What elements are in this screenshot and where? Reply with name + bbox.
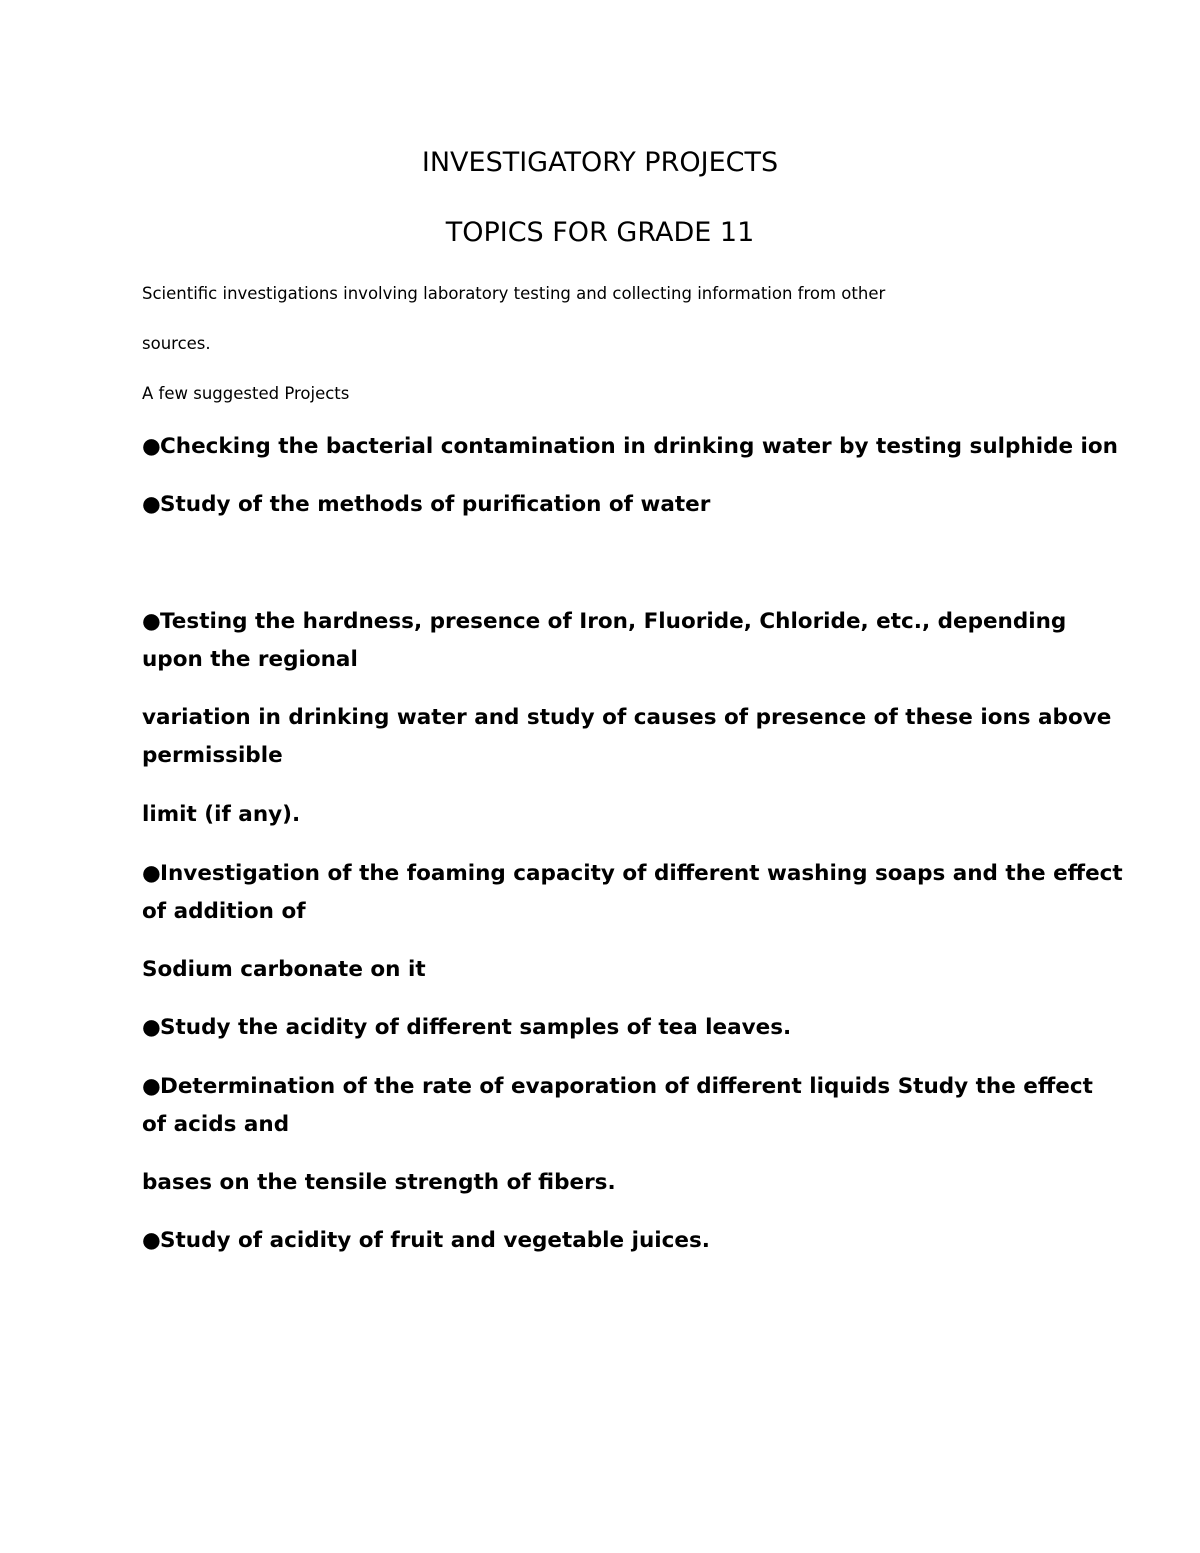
project-item-3-continuation-2: limit (if any). [142,802,301,827]
bullet-icon: ● [142,434,161,459]
project-item-2 [142,486,1072,524]
project-item-text: Study of the methods of purification of water [160,492,711,517]
project-item-3-continuation [142,699,1112,775]
continuation-text: variation in drinking water and study of causes of presence of these ions above [142,705,1112,730]
project-item-text: Study of acidity of fruit and vegetable juices. [160,1228,710,1253]
bullet-icon: ● [142,1228,161,1253]
bullet-icon: ● [142,1074,161,1099]
project-item-5 [142,1009,1072,1047]
project-item-text-wrap: of acids and [142,1112,290,1137]
project-item-6-continuation: bases on the tensile strength of fibers. [142,1170,616,1195]
project-item-4 [142,855,1123,931]
project-item-text-wrap: upon the regional [142,647,358,672]
project-item-text: Checking the bacterial contamination in drinking water by testing sulphide ion [160,434,1118,459]
suggested-projects-heading: A few suggested Projects [142,384,350,403]
continuation-text-wrap: permissible [142,743,283,768]
project-item-7 [142,1222,1072,1260]
intro-text-line-1: Scientific investigations involving laboratory testing and collecting information from other [142,284,886,303]
project-item-6 [142,1068,1093,1144]
project-item-text: Study the acidity of different samples of tea leaves. [160,1015,792,1040]
bullet-icon: ● [142,609,161,634]
document-subtitle: TOPICS FOR GRADE 11 [445,217,755,248]
project-item-4-continuation: Sodium carbonate on it [142,957,426,982]
bullet-icon: ● [142,1015,161,1040]
project-item-text: Investigation of the foaming capacity of different washing soaps and the effect [160,861,1123,886]
intro-text-line-2: sources. [142,334,211,353]
project-item-text: Testing the hardness, presence of Iron, Fluoride, Chloride, etc., depending [160,609,1067,634]
document-title: INVESTIGATORY PROJECTS [421,147,779,178]
bullet-icon: ● [142,861,161,886]
project-item-1 [142,428,1118,466]
project-item-3 [142,603,1072,679]
project-item-text: Determination of the rate of evaporation of different liquids Study the effect [160,1074,1093,1099]
bullet-icon: ● [142,492,161,517]
project-item-text-wrap: of addition of [142,899,306,924]
